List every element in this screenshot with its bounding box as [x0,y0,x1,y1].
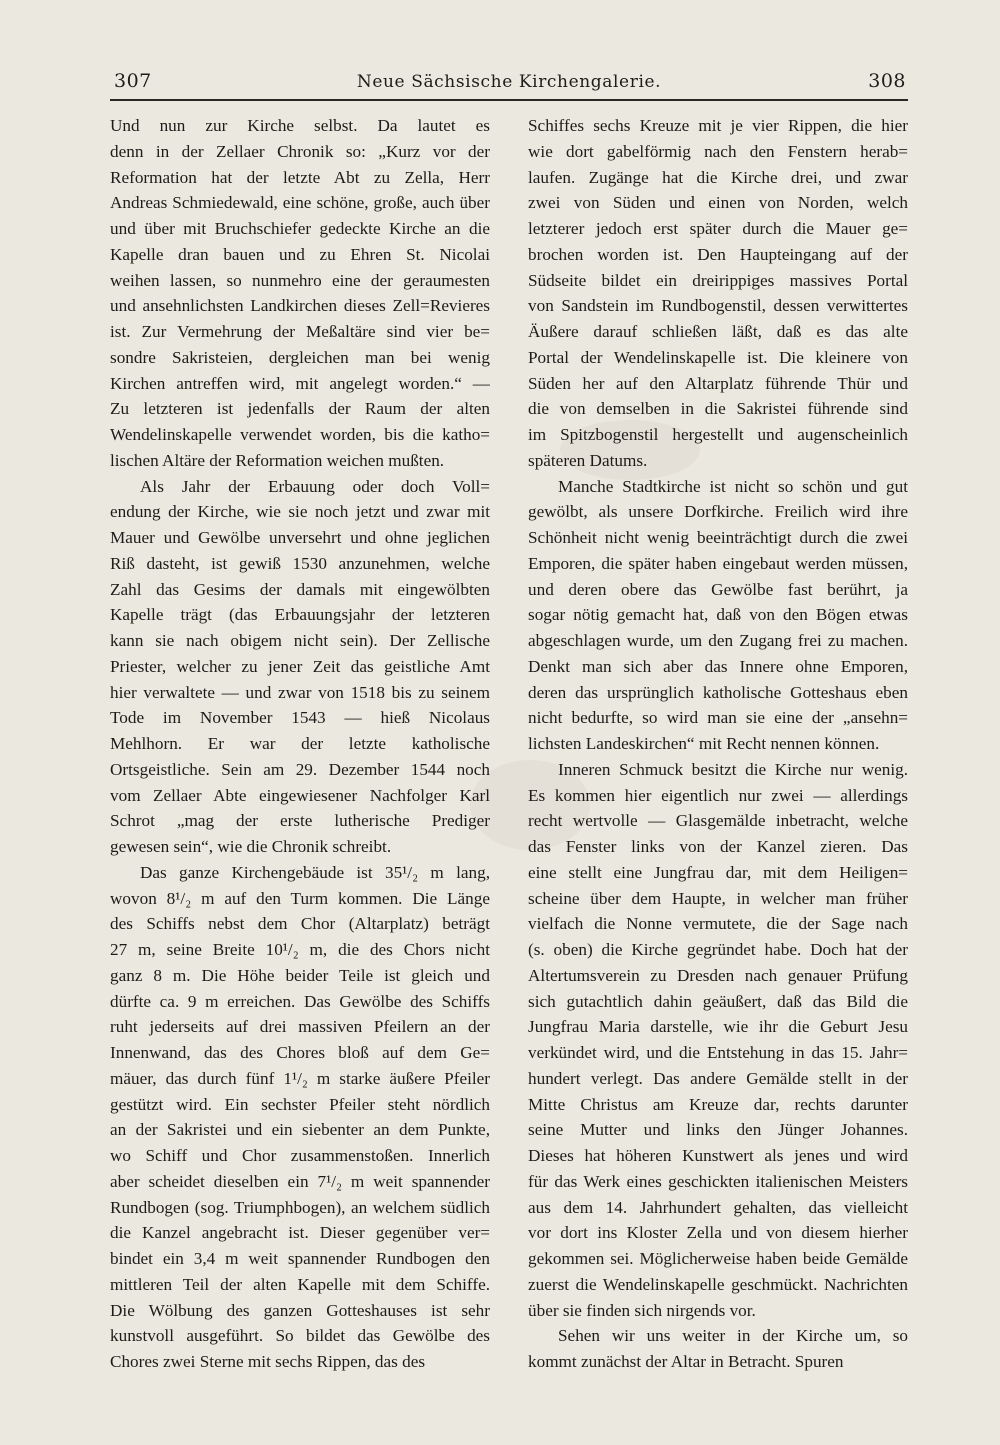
text-line: Mehlhorn. Er war der letzte katholische [110,734,490,753]
text-line: vielfach die Nonne vermutete, die der Sage nach [528,914,908,934]
text-line: Kapelle trägt (das Erbauungsjahr der letzteren [110,605,490,625]
text-line: Emporen, die später haben eingebaut werden müssen, [528,553,908,573]
text-column-left [110,113,490,1375]
header-rule [110,99,908,101]
text-line: mittleren Teil der alten Kapelle mit dem Schiffe. [110,1274,490,1294]
text-line: Schönheit nicht wenig beeinträchtigt durch die zwei [528,528,908,547]
text-line: Tode im November 1543 — hieß Nicolaus [110,708,490,728]
text-line: Altertumsverein zu Dresden nach genauer Prüfung [528,965,908,985]
text-line: Als Jahr der Erbauung oder doch Voll= [140,476,490,496]
text-line: Dieses hat höheren Kunstwert als jenes und wird [528,1146,908,1165]
text-line: dürfte ca. 9 m erreichen. Das Gewölbe des Schiffs [110,991,490,1011]
text-line: Süden her auf den Altarplatz führende Thür und [528,373,908,393]
text-line: im Spitzbogenstil hergestellt und augenscheinlich [528,425,908,444]
running-header [110,70,908,100]
text-line: Andreas Schmiedewald, eine schöne, große, auch über [110,193,490,213]
text-line: recht wertvolle — Glasgemälde inbetracht, welche [528,811,908,831]
text-line: Zahl das Gesims der damals mit eingewölbten [110,579,490,599]
text-line: aber scheidet dieselben ein 7¹/₂ m weit spannender [110,1171,490,1191]
text-line: Denkt man sich aber das Innere ohne Emporen, [528,656,908,676]
text-line: denn in der Zellaer Chronik so: „Kurz vor der [110,141,490,161]
text-line: von Sandstein im Rundbogenstil, dessen verwittertes [528,296,908,316]
text-line: gekommen sei. Möglicherweise haben beide Gemälde [528,1249,908,1268]
text-line: scheine über dem Haupte, in welcher man früher [528,888,908,908]
text-line: die von demselben in die Sakristei führende sind [528,399,908,419]
text-line: Kapelle dran bauen und zu Ehren St. Nicolai [110,244,490,264]
text-line: bindet ein 3,4 m weit spannender Rundbogen den [110,1249,490,1268]
text-line: Jungfrau Maria darstelle, wie ihr die Geburt Jesu [528,1017,908,1037]
text-line: abgeschlagen wurde, um den Zugang frei zu machen. [528,631,908,650]
text-line: für das Werk eines geschickten italienischen Meisters [528,1171,908,1191]
text-line: gewölbt, als unsere Dorfkirche. Freilich wird ihre [528,502,908,522]
text-line: Inneren Schmuck besitzt die Kirche nur wenig. [558,759,908,779]
text-line: Schiffes sechs Kreuze mit je vier Rippen, die hier [528,116,908,135]
text-line: Die Wölbung des ganzen Gotteshauses ist sehr [110,1300,490,1320]
text-line: Kirchen antreffen wird, mit angelegt worden.“ — [110,373,490,393]
text-line: Riß dasteht, ist gewiß 1530 anzunehmen, welche [110,553,490,573]
text-line: lichsten Landeskirchen“ mit Recht nennen können. [528,734,880,753]
text-line: Innenwand, das des Chores bloß auf dem Ge= [110,1043,490,1062]
text-line: die Kanzel angebracht ist. Dieser gegenüber ver= [110,1223,490,1243]
text-line: weihen lassen, so nunmehro eine der geraumesten [110,270,490,290]
text-line: und deren obere das Gewölbe fast berührt, ja [528,579,908,599]
text-line: zwei von Süden und einen von Norden, welch [528,193,908,213]
text-line: Reformation hat der letzte Abt zu Zella, Herr [110,167,490,187]
text-line: lischen Altäre der Reformation weichen mußten. [110,450,445,470]
text-line: nicht bedurfte, so wird man sie eine der „ansehn= [528,708,908,728]
text-line: Rundbogen (sog. Triumphbogen), an welchem südlich [110,1197,490,1217]
text-line: späteren Datums. [528,450,648,470]
text-line: hundert verlegt. Das andere Gemälde stellt in der [528,1068,908,1088]
text-line: ganz 8 m. Die Höhe beider Teile ist gleich und [110,965,490,985]
text-line: über sie finden sich nirgends vor. [528,1300,756,1320]
text-line: zuerst die Wendelinskapelle geschmückt. Nachrichten [528,1274,908,1294]
text-line: kunstvoll ausgeführt. So bildet das Gewölbe des [110,1326,490,1346]
text-line: Äußere darauf schließen läßt, daß es das alte [528,322,908,341]
text-line: kommt zunächst der Altar in Betracht. Spuren [528,1352,844,1371]
text-column-right [528,113,908,1375]
text-line: des Schiffs nebst dem Chor (Altarplatz) beträgt [110,914,490,934]
text-line: Portal der Wendelinskapelle ist. Die kleinere von [528,347,908,367]
text-line: vom Zellaer Abte eingewiesener Nachfolger Karl [110,785,490,805]
text-line: wo Schiff und Chor zusammenstoßen. Innerlich [110,1146,490,1165]
text-line: Zu letzteren ist jedenfalls der Raum der alten [110,399,490,419]
text-line: an der Sakristei und ein siebenter an dem Punkte, [110,1120,490,1140]
text-line: gestützt wird. Ein sechster Pfeiler steht nördlich [110,1094,490,1114]
text-line: eine stellt eine Jungfrau dar, mit dem Heiligen= [528,862,908,882]
text-line: und ansehnlichsten Landkirchen dieses Zell=Revieres [110,296,490,316]
text-line: vor dort ins Kloster Zella und von diesem hierher [528,1223,908,1243]
text-line: deren das ursprünglich katholische Gotteshaus eben [528,682,908,702]
text-line: Es kommen hier eigentlich nur zwei — allerdings [528,785,908,805]
text-line: 27 m, seine Breite 10¹/₂ m, die des Chors nicht [110,940,490,959]
text-line: Ortsgeistliche. Sein am 29. Dezember 1544 noch [110,759,490,779]
text-line: Sehen wir uns weiter in der Kirche um, so [558,1326,908,1346]
text-line: Priester, welcher zu jener Zeit das geistliche Amt [110,656,490,676]
text-line: kann sie nach obigem nicht sein). Der Zellische [110,631,490,650]
page-number-right: 308 [868,70,906,92]
text-line: ist. Zur Vermehrung der Meßaltäre sind vier be= [110,322,490,341]
text-line: letzterer jedoch erst später durch die Mauer ge= [528,219,908,238]
text-line: wie dort gabelförmig nach den Fenstern herab= [528,141,908,161]
text-line: Mauer und Gewölbe unversehrt und ohne jeglichen [110,528,490,547]
text-line: verkündet wird, und die Entstehung in das 15. Jahr= [528,1043,908,1062]
text-line: Wendelinskapelle verwendet worden, bis die katho= [110,425,490,444]
text-line: sich gutachtlich dahin geäußert, daß das Bild die [528,991,908,1011]
running-title: Neue Sächsische Kirchengalerie. [356,72,662,92]
text-line: gewesen sein“, wie die Chronik schreibt. [110,837,392,856]
text-line: sogar nötig gemacht hat, daß von den Bögen etwas [528,605,908,625]
text-line: hier verwaltete — und zwar von 1518 bis zu seinem [110,682,490,702]
page-number-left: 307 [114,70,152,92]
text-line: Südseite bildet ein dreirippiges massives Portal [528,270,908,290]
text-line: laufen. Zugänge hat die Kirche drei, und zwar [528,167,908,187]
text-line: Manche Stadtkirche ist nicht so schön und gut [558,476,908,496]
text-line: brochen worden ist. Den Haupteingang auf der [528,244,908,264]
text-line: Das ganze Kirchengebäude ist 35¹/₂ m lang, [140,862,490,882]
text-line: Chores zwei Sterne mit sechs Rippen, das des [110,1352,426,1371]
text-line: endung der Kirche, wie sie noch jetzt und zwar mit [110,502,490,522]
text-line: aus dem 14. Jahrhundert gehalten, das vielleicht [528,1197,908,1217]
text-line: Und nun zur Kirche selbst. Da lautet es [110,116,490,135]
text-line: sondre Sakristeien, dergleichen man bei wenig [110,347,490,367]
text-line: ruht jederseits auf drei massiven Pfeilern an der [110,1017,490,1037]
text-line: seine Mutter und links den Jünger Johannes. [528,1120,908,1140]
text-line: mäuer, das durch fünf 1¹/₂ m starke äußere Pfeiler [110,1068,490,1088]
text-line: Schrot „mag der erste lutherische Prediger [110,811,490,831]
text-line: und über mit Bruchschiefer gedeckte Kirche an die [110,219,490,238]
text-line: wovon 8¹/₂ m auf den Turm kommen. Die Länge [110,888,490,908]
text-line: (s. oben) die Kirche gegründet habe. Doch hat der [528,940,908,959]
text-line: Mitte Christus am Kreuze dar, rechts darunter [528,1094,908,1114]
text-line: das Fenster links von der Kanzel zieren. Das [528,837,908,856]
